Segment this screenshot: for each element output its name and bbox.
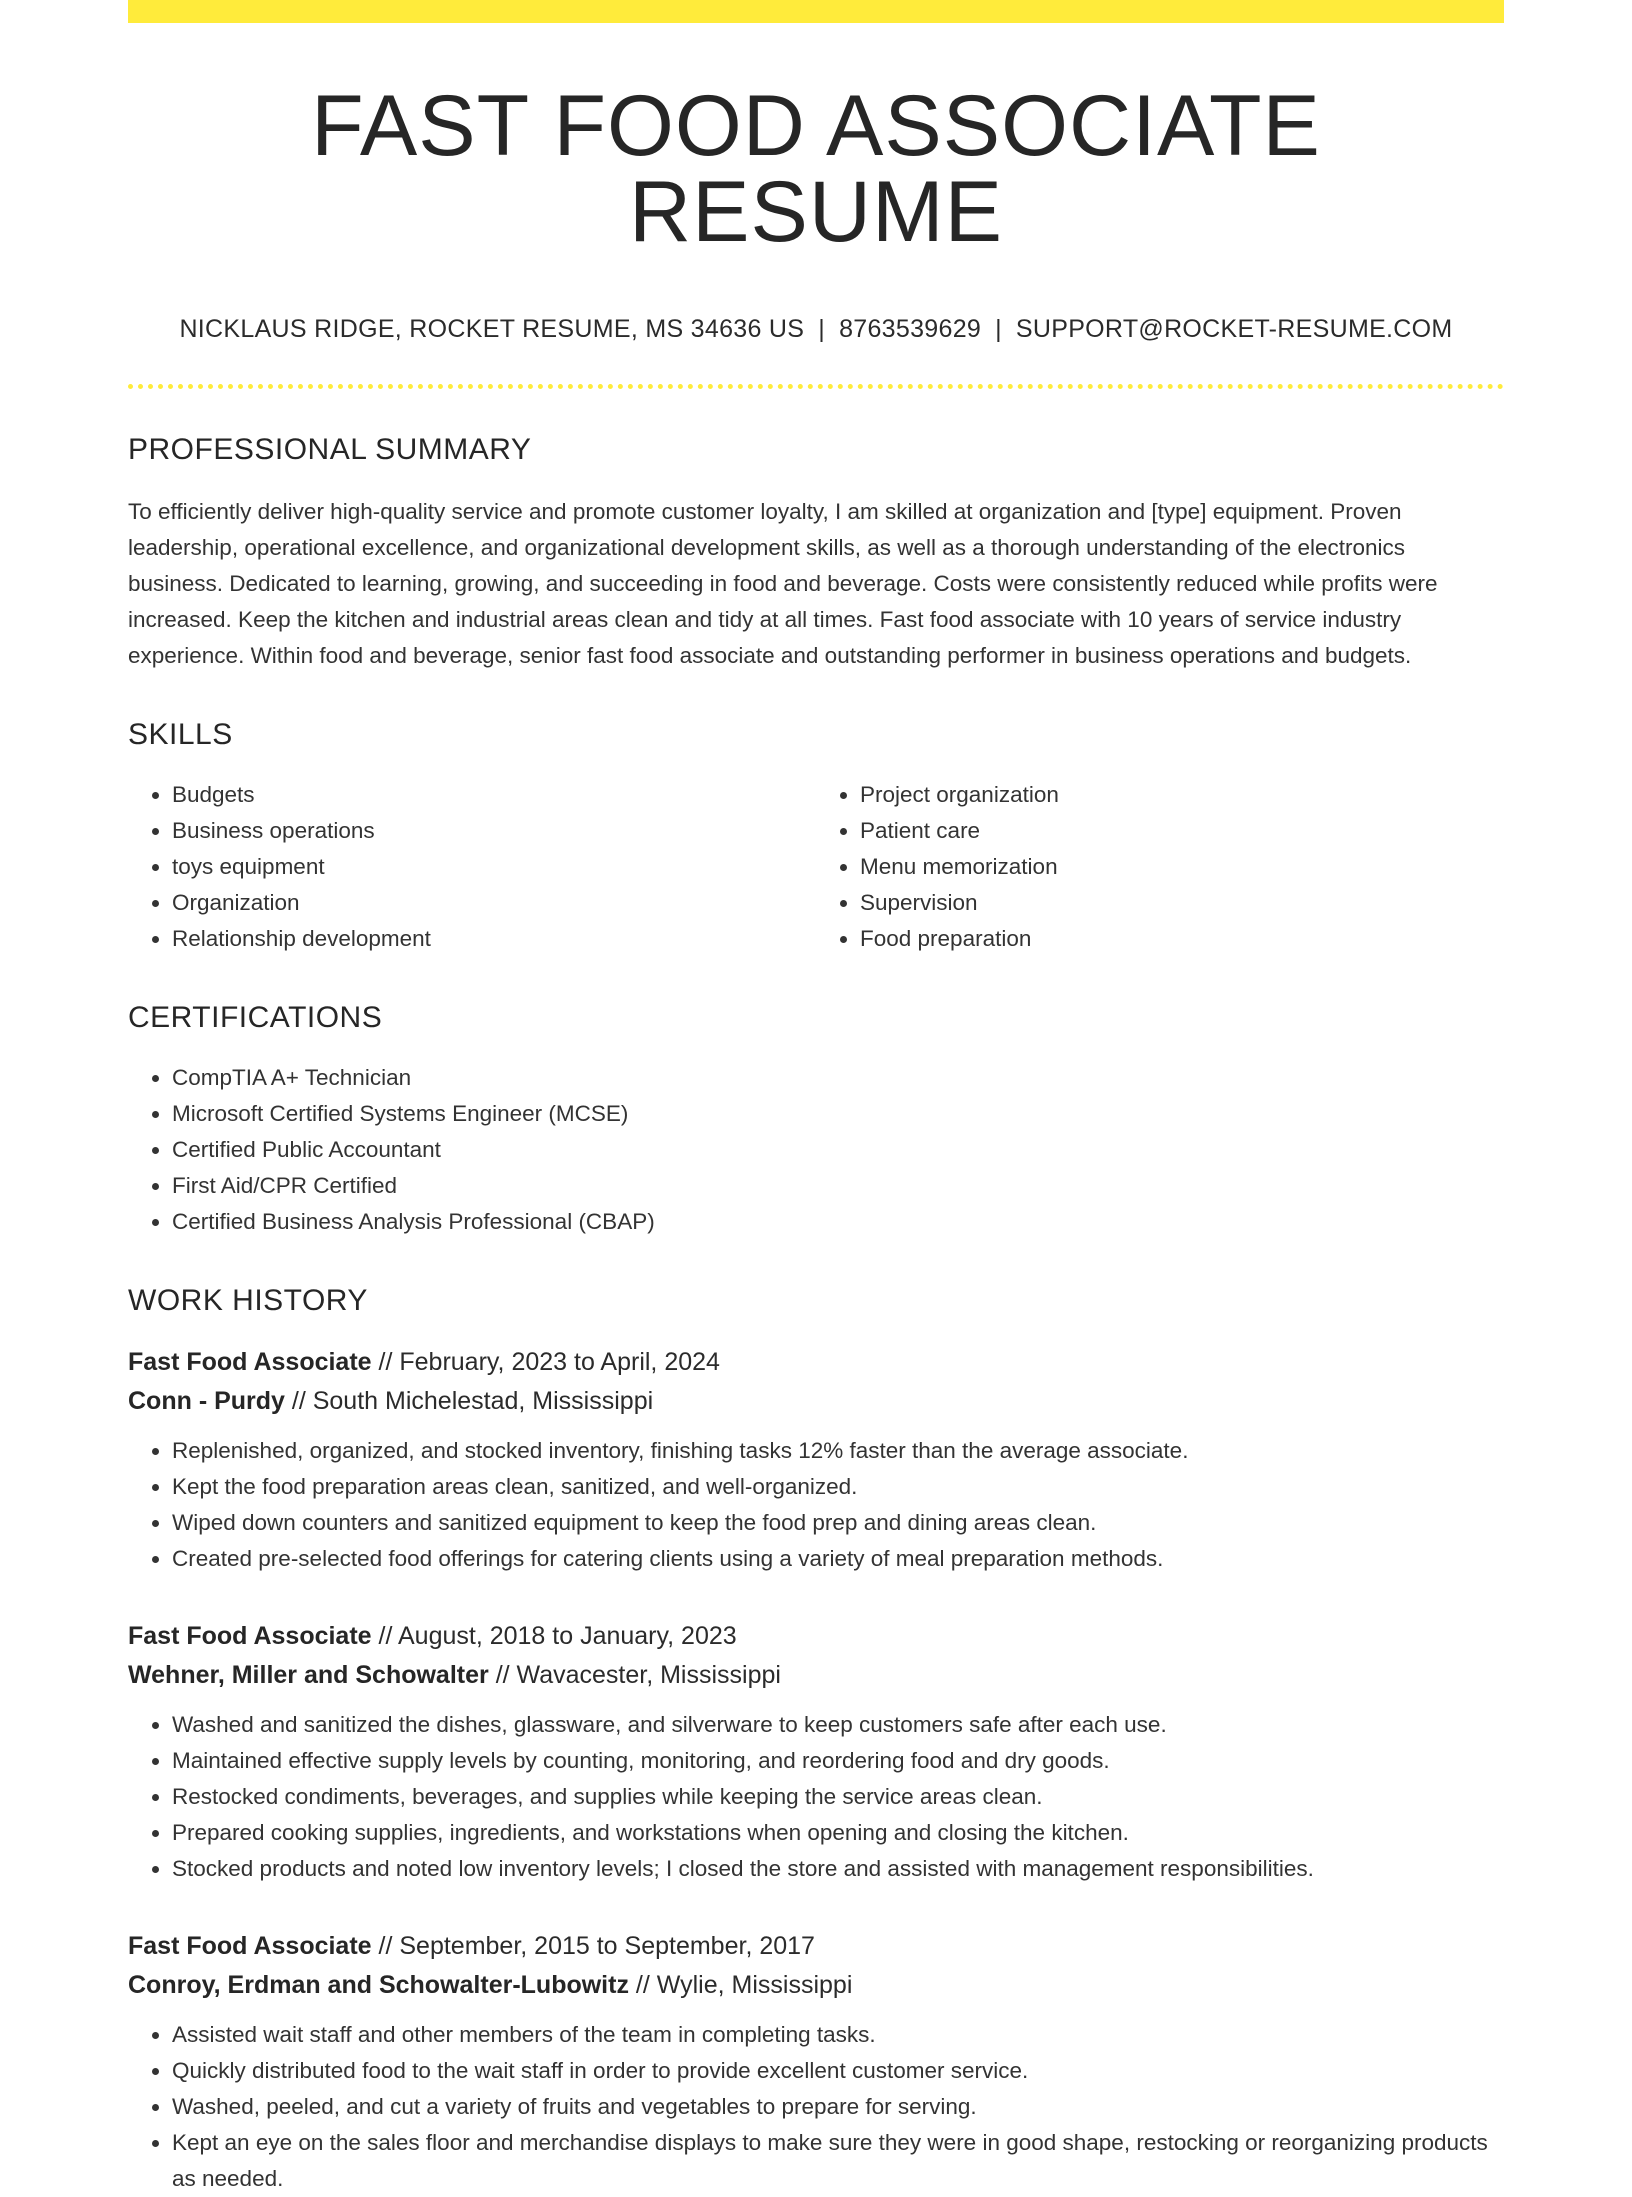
job-bullets (128, 1707, 1504, 1887)
skill-item: • Menu memorization (860, 849, 1504, 885)
job-bullet: • Wiped down counters and sanitized equipment to keep the food prep and dining areas clean. (172, 1505, 1504, 1541)
job-company-line (128, 1966, 1504, 2005)
job-bullet: • Stocked products and noted low inventory levels; I closed the store and assisted with management responsibilities. (172, 1851, 1504, 1887)
job-entry (128, 1343, 1504, 1577)
job-company: Wehner, Miller and Schowalter (128, 1661, 489, 1689)
skill-item: • toys equipment (172, 849, 816, 885)
job-role-line (128, 1927, 1504, 1966)
job-dates: // August, 2018 to January, 2023 (378, 1622, 737, 1650)
contact-address: NICKLAUS RIDGE, ROCKET RESUME, MS 34636 US (179, 315, 805, 343)
contact-separator: | (818, 315, 826, 343)
job-entry (128, 1927, 1504, 2197)
resume-title: FAST FOOD ASSOCIATE RESUME (311, 78, 1321, 260)
skill-item: • Organization (172, 885, 816, 921)
contact-separator: | (995, 315, 1002, 343)
job-role-line (128, 1617, 1504, 1656)
job-entry (128, 1617, 1504, 1887)
summary-heading: PROFESSIONAL SUMMARY (128, 433, 532, 466)
skill-item: • Patient care (860, 813, 1504, 849)
skill-item: • Budgets (172, 777, 816, 813)
contact-phone: 8763539629 (839, 315, 982, 343)
job-company: Conroy, Erdman and Schowalter-Lubowitz (128, 1971, 629, 1999)
skill-item: • Supervision (860, 885, 1504, 921)
skills-list-left (128, 777, 816, 957)
job-bullet: • Replenished, organized, and stocked inventory, finishing tasks 12% faster than the average associate. (172, 1433, 1504, 1469)
job-bullet: • Created pre-selected food offerings for catering clients using a variety of meal preparation methods. (172, 1541, 1504, 1577)
job-location: // Wavacester, Mississippi (495, 1661, 781, 1689)
certifications-list (128, 1060, 1504, 1240)
certification-item: • First Aid/CPR Certified (172, 1168, 1504, 1204)
skill-item: • Business operations (172, 813, 816, 849)
skill-item: • Food preparation (860, 921, 1504, 957)
job-role-line (128, 1343, 1504, 1382)
job-bullet: • Prepared cooking supplies, ingredients, and workstations when opening and closing the kitchen. (172, 1815, 1504, 1851)
job-bullet: • Restocked condiments, beverages, and supplies while keeping the service areas clean. (172, 1779, 1504, 1815)
dotted-divider (128, 384, 1504, 389)
skills-list-right (816, 777, 1504, 957)
skills-grid (128, 777, 1504, 957)
certification-item: • Microsoft Certified Systems Engineer (MCSE) (172, 1096, 1504, 1132)
job-location: // Wylie, Mississippi (635, 1971, 853, 1999)
job-company-line (128, 1656, 1504, 1695)
skill-item: • Project organization (860, 777, 1504, 813)
job-bullet: • Assisted wait staff and other members of the team in completing tasks. (172, 2017, 1504, 2053)
certification-item: • Certified Public Accountant (172, 1132, 1504, 1168)
certification-item: • Certified Business Analysis Professional (CBAP) (172, 1204, 1504, 1240)
job-bullet: • Quickly distributed food to the wait staff in order to provide excellent customer service. (172, 2053, 1504, 2089)
job-role: Fast Food Associate (128, 1932, 372, 1960)
job-location: // South Michelestad, Mississippi (291, 1387, 654, 1415)
job-company: Conn - Purdy (128, 1387, 285, 1415)
summary-text: To efficiently deliver high-quality service and promote customer loyalty, I am skilled at organization and [type] equipment. Proven leadership, operational excellence, and organizational development skills, as well as a thorough understanding of the electronics business. Dedicated to learning, growing, and succeeding in food and beverage. Costs were consistently reduced while profits were increased. Keep the kitchen and industrial areas clean and tidy at all times. Fast food associate with 10 years of service industry experience. Within food and beverage, senior fast food associate and outstanding performer in business operations and budgets. (128, 499, 1438, 668)
contact-line (128, 315, 1504, 344)
job-dates: // February, 2023 to April, 2024 (378, 1348, 720, 1376)
job-dates: // September, 2015 to September, 2017 (378, 1932, 815, 1960)
job-bullet: • Washed, peeled, and cut a variety of fruits and vegetables to prepare for serving. (172, 2089, 1504, 2125)
contact-email: SUPPORT@ROCKET-RESUME.COM (1015, 315, 1453, 343)
resume-page (128, 0, 1504, 2197)
job-bullet: • Washed and sanitized the dishes, glassware, and silverware to keep customers safe after each use. (172, 1707, 1504, 1743)
work-history-heading: WORK HISTORY (128, 1284, 368, 1317)
job-company-line (128, 1382, 1504, 1421)
job-bullets (128, 2017, 1504, 2197)
job-bullet: • Kept the food preparation areas clean, sanitized, and well-organized. (172, 1469, 1504, 1505)
skills-heading: SKILLS (128, 718, 233, 751)
job-bullet: • Kept an eye on the sales floor and merchandise displays to make sure they were in good shape, restocking or reorganizing products as needed. (172, 2125, 1504, 2197)
job-role: Fast Food Associate (128, 1348, 372, 1376)
certification-item: • CompTIA A+ Technician (172, 1060, 1504, 1096)
certifications-heading: CERTIFICATIONS (128, 1001, 383, 1034)
job-bullet: • Maintained effective supply levels by counting, monitoring, and reordering food and dry goods. (172, 1743, 1504, 1779)
job-role: Fast Food Associate (128, 1622, 372, 1650)
skill-item: • Relationship development (172, 921, 816, 957)
job-bullets (128, 1433, 1504, 1577)
accent-top-bar (128, 0, 1504, 23)
